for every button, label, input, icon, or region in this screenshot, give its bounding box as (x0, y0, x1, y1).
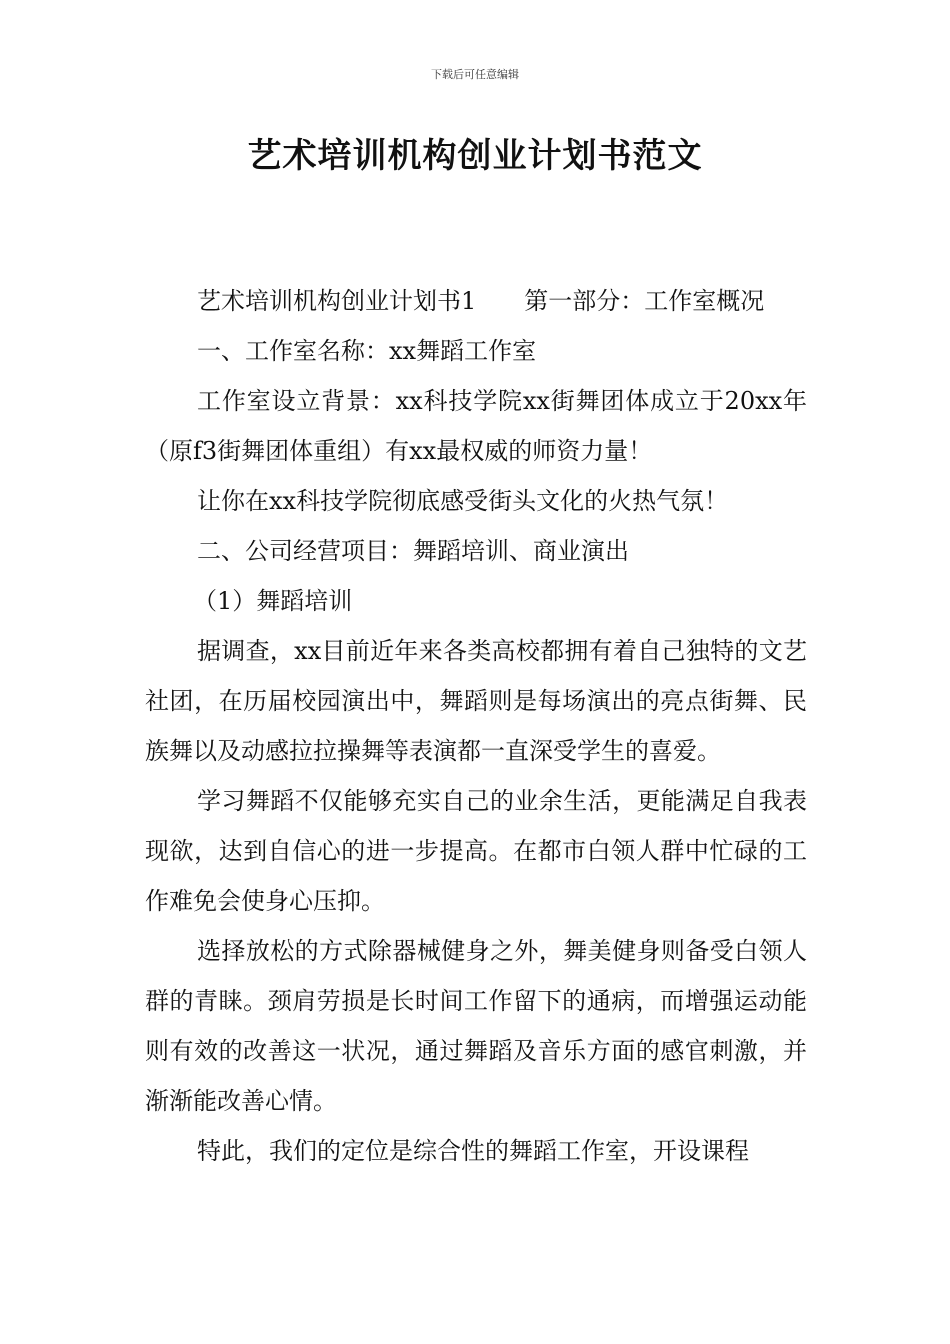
document-body (145, 276, 807, 1176)
paragraph-background: 工作室设立背景：xx科技学院xx街舞团体成立于20xx年（原f3街舞团体重组）有xx最权威的师资力量！ (145, 387, 807, 465)
paragraph-plan-heading: 艺术培训机构创业计划书1 第一部分：工作室概况 (197, 287, 765, 315)
document-title: 艺术培训机构创业计划书范文 (247, 136, 703, 176)
paragraph-learning-benefits: 学习舞蹈不仅能够充实自己的业余生活，更能满足自我表现欲，达到自信心的进一步提高。在都市白领人群中忙碌的工作难免会使身心压抑。 (145, 787, 807, 915)
paragraph-studio-name: 一、工作室名称：xx舞蹈工作室 (197, 337, 537, 365)
paragraph-relaxation: 选择放松的方式除器械健身之外，舞美健身则备受白领人群的青睐。颈肩劳损是长时间工作留下的通病，而增强运动能则有效的改善这一状况，通过舞蹈及音乐方面的感官刺激，并渐渐能改善心情。 (145, 937, 807, 1115)
paragraph-positioning: 特此，我们的定位是综合性的舞蹈工作室，开设课程 (197, 1137, 749, 1165)
paragraph-business-items: 二、公司经营项目：舞蹈培训、商业演出 (197, 537, 629, 565)
paragraph-atmosphere: 让你在xx科技学院彻底感受街头文化的火热气氛！ (197, 487, 729, 515)
paragraph-survey: 据调查，xx目前近年来各类高校都拥有着自己独特的文艺社团，在历届校园演出中，舞蹈则是每场演出的亮点街舞、民族舞以及动感拉拉操舞等表演都一直深受学生的喜爱。 (145, 637, 807, 765)
paragraph-dance-training-heading: （1）舞蹈培训 (193, 587, 353, 615)
header-note: 下载后可任意编辑 (431, 68, 519, 81)
